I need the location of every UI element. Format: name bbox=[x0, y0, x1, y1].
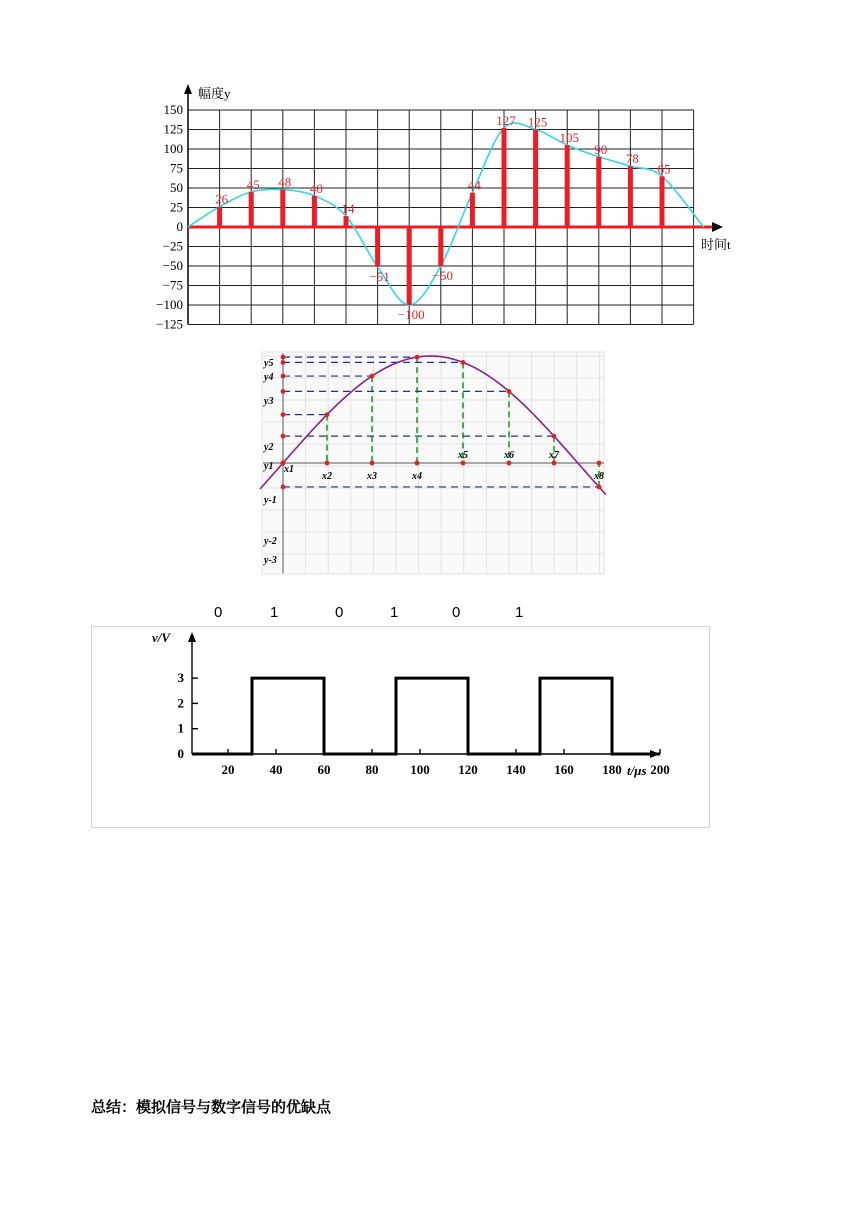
axis-point bbox=[507, 461, 512, 466]
x-axis-label: 时间t bbox=[701, 237, 731, 252]
sampled-signal-chart bbox=[140, 80, 750, 340]
sample-value-label: 14 bbox=[341, 201, 355, 217]
y-tick-label: 0 bbox=[176, 219, 183, 234]
x-tick-label: 60 bbox=[317, 762, 331, 777]
sample-bar bbox=[280, 190, 285, 227]
sample-value-label: 48 bbox=[278, 174, 292, 190]
sample-value-label: 26 bbox=[215, 191, 229, 207]
square-wave-path bbox=[192, 678, 660, 754]
axis-point bbox=[281, 355, 286, 360]
x-sample-label: x4 bbox=[412, 471, 422, 482]
axis-point bbox=[281, 374, 286, 379]
bit-label: 0 bbox=[452, 604, 461, 621]
sample-bar bbox=[375, 227, 380, 267]
bit-label: 1 bbox=[515, 604, 524, 621]
sample-bar bbox=[217, 207, 222, 227]
sample-point bbox=[415, 355, 420, 360]
sample-bar bbox=[312, 196, 317, 227]
sample-bar bbox=[502, 128, 507, 227]
x-sample-label: x2 bbox=[322, 471, 332, 482]
sample-bar bbox=[438, 227, 443, 266]
x-tick-label: 200 bbox=[650, 762, 670, 777]
x-tick-label: 20 bbox=[221, 762, 235, 777]
sample-bar bbox=[628, 166, 633, 227]
axis-point bbox=[281, 389, 286, 394]
sample-value-label: 90 bbox=[594, 141, 608, 157]
y-tick-label: 75 bbox=[170, 160, 183, 176]
y-sample-label: y-1 bbox=[264, 495, 277, 506]
summary-heading: 总结：模拟信号与数字信号的优缺点 bbox=[91, 1098, 332, 1116]
sample-point bbox=[325, 412, 330, 417]
x-tick-label: 40 bbox=[269, 762, 283, 777]
axis-point bbox=[281, 360, 286, 365]
y-axis-arrow bbox=[184, 84, 192, 94]
y-tick-label: 150 bbox=[163, 102, 183, 117]
y-axis-label: 幅度y bbox=[198, 86, 231, 101]
y-tick-label: 2 bbox=[177, 695, 184, 711]
axis-point bbox=[597, 461, 602, 466]
axis-point bbox=[325, 461, 330, 466]
axis-point bbox=[552, 461, 557, 466]
x-tick-label: 180 bbox=[602, 762, 622, 777]
sample-bar bbox=[533, 130, 538, 228]
y-tick-label: −100 bbox=[156, 297, 183, 312]
y-sample-label: y2 bbox=[264, 442, 274, 453]
sample-bar bbox=[470, 193, 475, 227]
chart-axes bbox=[188, 632, 660, 758]
sample-point bbox=[507, 389, 512, 394]
y-axis-arrow bbox=[188, 632, 196, 642]
y-tick-label: 1 bbox=[177, 720, 184, 736]
sample-bar bbox=[596, 157, 601, 227]
square-wave bbox=[192, 678, 660, 754]
sample-bar bbox=[660, 176, 665, 227]
x-axis-label: t/μs bbox=[627, 763, 647, 778]
y-sample-label: y1 bbox=[264, 461, 274, 472]
y-tick-label: −25 bbox=[162, 238, 183, 254]
sample-point bbox=[597, 485, 602, 490]
x-tick-label: 140 bbox=[506, 762, 526, 777]
x-sample-label: x6 bbox=[504, 450, 514, 461]
bit-sequence bbox=[0, 604, 860, 626]
bit-label: 0 bbox=[335, 604, 344, 621]
x-sample-label: x3 bbox=[367, 471, 377, 482]
y-tick-label: −125 bbox=[156, 316, 183, 332]
sample-value-label: 65 bbox=[657, 161, 671, 177]
sample-bar bbox=[249, 192, 254, 227]
axis-point bbox=[370, 461, 375, 466]
x-sample-label: x1 bbox=[284, 464, 294, 475]
y-tick-label: 3 bbox=[177, 670, 184, 686]
sample-point bbox=[552, 434, 557, 439]
axis-point bbox=[281, 434, 286, 439]
y-sample-label: y-3 bbox=[264, 555, 277, 566]
bit-label: 1 bbox=[390, 604, 399, 621]
sample-value-label: −50 bbox=[432, 268, 453, 283]
y-tick-label: 25 bbox=[170, 199, 183, 215]
sample-value-label: 78 bbox=[625, 151, 639, 167]
chart-axes bbox=[184, 84, 723, 325]
y-tick-labels bbox=[156, 102, 183, 332]
x-sample-label: x5 bbox=[458, 450, 468, 461]
x-tick-label: 120 bbox=[458, 762, 478, 777]
sample-point bbox=[461, 360, 466, 365]
x-axis-arrow bbox=[712, 222, 723, 232]
square-wave-chart bbox=[91, 626, 710, 828]
y-sample-label: y3 bbox=[264, 396, 274, 407]
sample-value-label: 105 bbox=[559, 130, 579, 146]
bit-label: 0 bbox=[214, 604, 223, 621]
axis-point bbox=[415, 461, 420, 466]
y-tick-label: −50 bbox=[162, 258, 183, 273]
sample-bar bbox=[344, 216, 349, 227]
x-tick-label: 160 bbox=[554, 762, 574, 777]
sample-bar bbox=[407, 227, 412, 305]
y-axis-label: v/V bbox=[152, 630, 171, 645]
x-tick-label: 80 bbox=[365, 762, 379, 777]
y-tick-label: −75 bbox=[162, 277, 183, 293]
sample-value-label: 40 bbox=[309, 180, 323, 196]
bit-label: 1 bbox=[270, 604, 279, 621]
y-sample-label: y5 bbox=[264, 358, 274, 369]
axis-point bbox=[281, 412, 286, 417]
chart-grid bbox=[188, 110, 694, 325]
sine-sampling-diagram bbox=[258, 350, 610, 578]
sample-value-label: 45 bbox=[246, 176, 260, 192]
y-tick-label: 100 bbox=[163, 141, 183, 156]
y-sample-label: y-2 bbox=[264, 536, 277, 547]
sample-value-label: −100 bbox=[397, 307, 425, 322]
sample-point bbox=[370, 374, 375, 379]
x-tick-label: 100 bbox=[410, 762, 430, 777]
y-tick-label: 0 bbox=[177, 746, 184, 761]
sample-value-label: 125 bbox=[527, 114, 548, 130]
sample-value-label: −51 bbox=[369, 268, 390, 284]
y-sample-label: y4 bbox=[264, 372, 274, 383]
axis-point bbox=[281, 485, 286, 490]
y-tick-label: 50 bbox=[170, 180, 183, 195]
sample-bar bbox=[565, 145, 570, 227]
x-sample-label: x7 bbox=[549, 450, 559, 461]
y-tick-label: 125 bbox=[163, 121, 183, 137]
sample-value-label: 127 bbox=[496, 112, 516, 128]
axis-point bbox=[461, 461, 466, 466]
x-sample-label: x8 bbox=[594, 471, 604, 482]
sample-value-label: 44 bbox=[467, 177, 481, 193]
